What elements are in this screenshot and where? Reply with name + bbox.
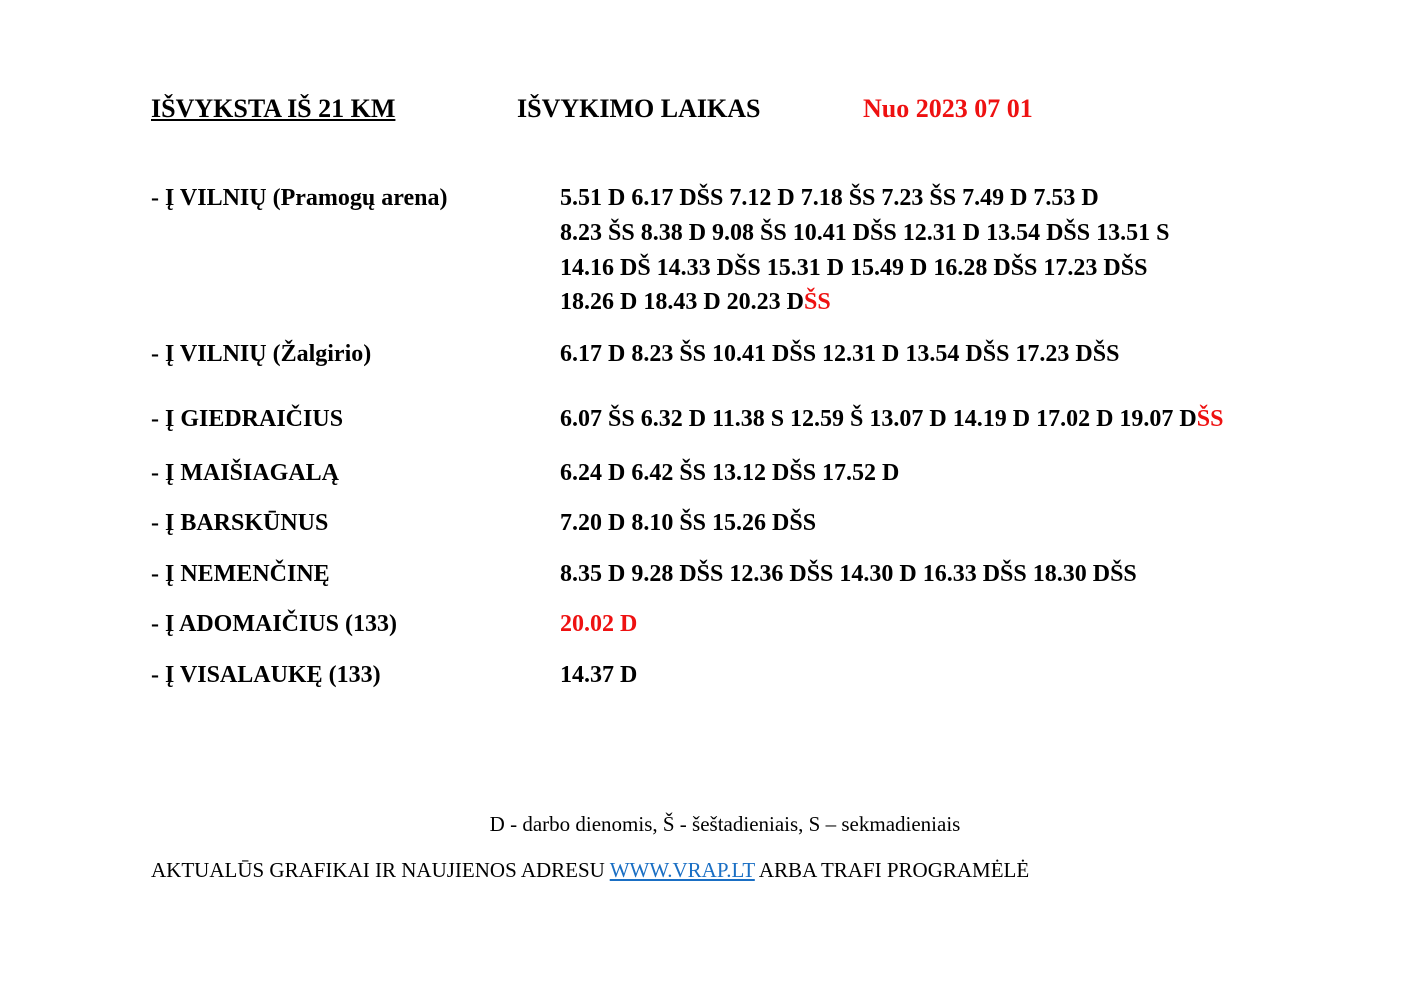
highlighted-days: ŠS [1196, 406, 1224, 432]
route-times [560, 181, 1169, 320]
footer-text-after: ARBA TRAFI PROGRAMĖLĖ [754, 858, 1030, 882]
route-destination: - Į BARSKŪNUS [151, 510, 329, 536]
times-text: 18.26 D 18.43 D 20.23 D [560, 289, 804, 316]
route-times: 7.20 D 8.10 ŠS 15.26 DŠS [560, 510, 817, 536]
day-legend: D - darbo dienomis, Š - šeštadieniais, S – sekmadieniais [489, 812, 961, 836]
times-line: 8.23 ŠS 8.38 D 9.08 ŠS 10.41 DŠS 12.31 D 13.54 DŠS 13.51 S [560, 219, 1170, 246]
route-destination: - Į ADOMAIČIUS (133) [151, 611, 397, 637]
route-destination: - Į GIEDRAIČIUS [151, 406, 344, 432]
route-times: 14.37 D [560, 662, 638, 688]
route-destination: - Į MAIŠIAGALĄ [151, 460, 340, 486]
route-times [560, 402, 1223, 437]
departure-stop-title: IŠVYKSTA IŠ 21 KM [151, 94, 396, 123]
valid-from-date: Nuo 2023 07 01 [863, 94, 1033, 123]
times-line: 14.16 DŠ 14.33 DŠS 15.31 D 15.49 D 16.28 DŠS 17.23 DŠS [560, 254, 1148, 281]
route-destination: - Į VILNIŲ (Pramogų arena) [151, 185, 448, 211]
website-link[interactable]: WWW.VRAP.LT [609, 858, 755, 882]
times-line: 5.51 D 6.17 DŠS 7.12 D 7.18 ŠS 7.23 ŠS 7.49 D 7.53 D [560, 185, 1099, 211]
route-times: 6.24 D 6.42 ŠS 13.12 DŠS 17.52 D [560, 460, 900, 486]
route-times: 8.35 D 9.28 DŠS 12.36 DŠS 14.30 D 16.33 DŠS 18.30 DŠS [560, 561, 1137, 587]
route-times: 6.17 D 8.23 ŠS 10.41 DŠS 12.31 D 13.54 DŠS 17.23 DŠS [560, 341, 1120, 367]
times-line [560, 285, 1169, 320]
times-text: 6.07 ŠS 6.32 D 11.38 S 12.59 Š 13.07 D 14.19 D 17.02 D 19.07 D [560, 406, 1197, 432]
route-destination: - Į NEMENČINĘ [151, 561, 330, 587]
highlighted-days: ŠS [804, 289, 831, 316]
footer-text-before: AKTUALŪS GRAFIKAI IR NAUJIENOS ADRESU [151, 858, 610, 882]
route-destination: - Į VILNIŲ (Žalgirio) [151, 341, 372, 367]
departure-time-title: IŠVYKIMO LAIKAS [517, 94, 761, 123]
route-times: 20.02 D [560, 611, 638, 637]
route-destination: - Į VISALAUKĘ (133) [151, 662, 381, 688]
footer-note [151, 856, 1029, 884]
